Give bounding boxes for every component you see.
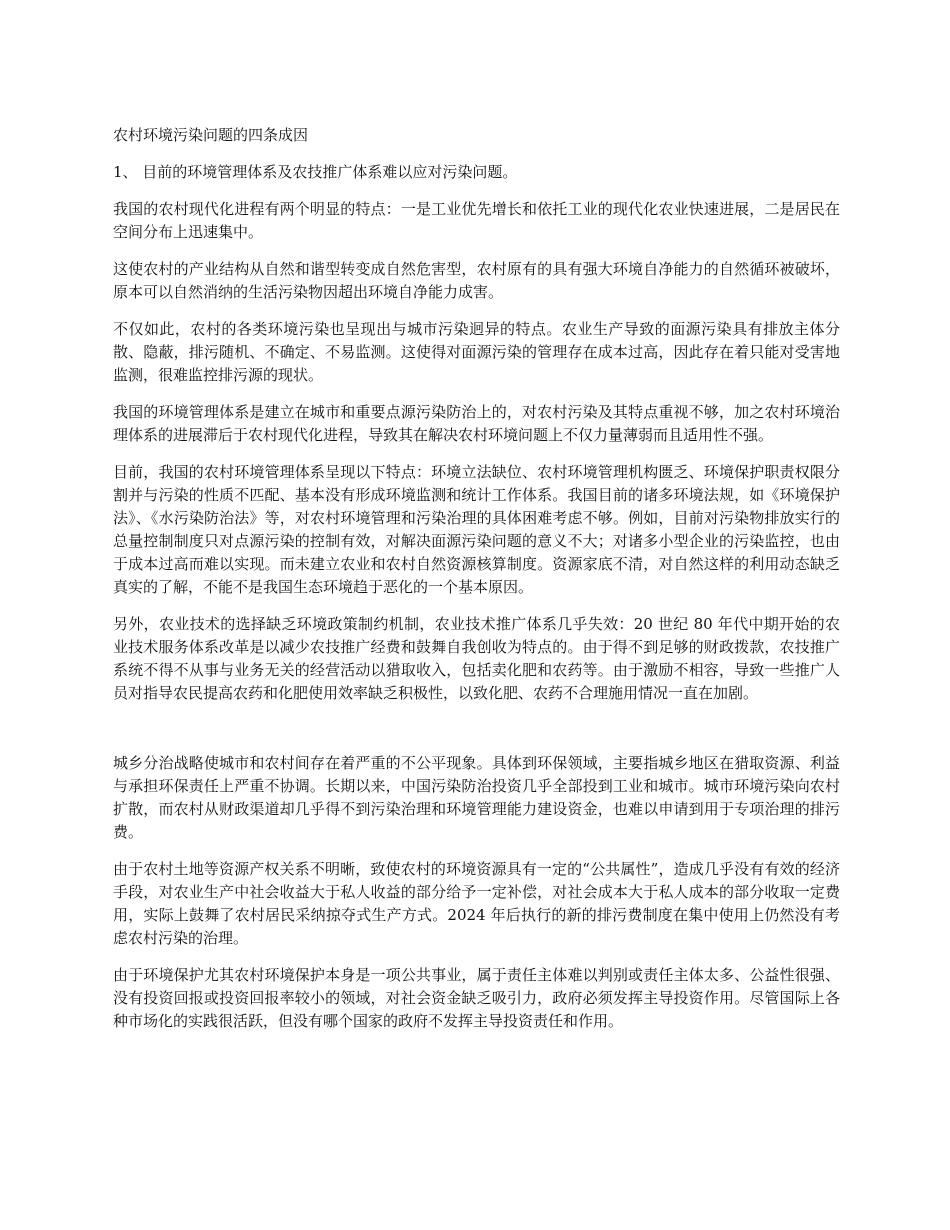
paragraph: 不仅如此，农村的各类环境污染也呈现出与城市污染迥异的特点。农业生产导致的面源污染具有排放主体分散、隐蔽，排污随机、不确定、不易监测。这使得对面源污染的管理存在成本过高，因此存在着只能对受害地监测，很难监控排污源的现状。 bbox=[113, 320, 840, 384]
document-page bbox=[113, 124, 840, 1047]
section-1-heading: 1、 目前的环境管理体系及农技推广体系难以应对污染问题。 bbox=[113, 163, 518, 181]
paragraph: 我国的环境管理体系是建立在城市和重要点源污染防治上的，对农村污染及其特点重视不够，加之农村环境治理体系的进展滞后于农村现代化进程，导致其在解决农村环境问题上不仅力量薄弱而且适用性不强。 bbox=[113, 403, 840, 444]
section-1 bbox=[113, 161, 840, 705]
paragraph: 由于农村土地等资源产权关系不明晰，致使农村的环境资源具有一定的“公共属性”，造成几乎没有有效的经济手段，对农业生产中社会收益大于私人收益的部分给予一定补偿，对社会成本大于私人成本的部分收取一定费用，实际上鼓舞了农村居民采纳掠夺式生产方式。2024 年后执行的新的排污费制度在集中使用上仍然没有考虑农村污染的治理。 bbox=[113, 860, 840, 947]
paragraph: 目前，我国的农村环境管理体系呈现以下特点：环境立法缺位、农村环境管理机构匮乏、环境保护职责权限分割并与污染的性质不匹配、基本没有形成环境监测和统计工作体系。我国目前的诸多环境法规，如《环境保护法》、《水污染防治法》等，对农村环境管理和污染治理的具体困难考虑不够。例如，目前对污染物排放实行的总量控制制度只对点源污染的控制有效，对解决面源污染问题的意义不大；对诸多小型企业的污染监控，也由于成本过高而难以实现。而未建立农业和农村自然资源核算制度。资源家底不清，对自然这样的利用动态缺乏真实的了解，不能不是我国生态环境趋于恶化的一个基本原因。 bbox=[113, 463, 840, 596]
paragraph: 由于环境保护尤其农村环境保护本身是一项公共事业，属于责任主体难以判别或责任主体太多、公益性很强、没有投资回报或投资回报率较小的领域，对社会资金缺乏吸引力，政府必须发挥主导投资作用。尽管国际上各种市场化的实践很活跃，但没有哪个国家的政府不发挥主导投资责任和作用。 bbox=[113, 966, 840, 1030]
paragraph: 这使农村的产业结构从自然和谐型转变成自然危害型，农村原有的具有强大环境自净能力的自然循环被破坏，原本可以自然消纳的生活污染物因超出环境自净能力成害。 bbox=[113, 260, 840, 301]
paragraph: 城乡分治战略使城市和农村间存在着严重的不公平现象。具体到环保领域，主要指城乡地区在猎取资源、利益与承担环保责任上严重不协调。长期以来，中国污染防治投资几乎全部投到工业和城市。城市环境污染向农村扩散，而农村从财政渠道却几乎得不到污染治理和环境管理能力建设资金，也难以申请到用于专项治理的排污费。 bbox=[113, 754, 840, 841]
section-spacer bbox=[113, 719, 840, 752]
section-2 bbox=[113, 752, 840, 1033]
document-title: 农村环境污染问题的四条成因 bbox=[113, 126, 309, 144]
paragraph: 另外，农业技术的选择缺乏环境政策制约机制，农业技术推广体系几乎失效：20 世纪 80 年代中期开始的农业技术服务体系改革是以减少农技推广经费和鼓舞自我创收为特点的。由于得不到足够的财政拨款，农技推广系统不得不从事与业务无关的经营活动以猎取收入，包括卖化肥和农药等。由于激励不相容，导致一些推广人员对指导农民提高农药和化肥使用效率缺乏积极性，以致化肥、农药不合理施用情况一直在加剧。 bbox=[113, 615, 840, 702]
paragraph: 我国的农村现代化进程有两个明显的特点：一是工业优先增长和依托工业的现代化农业快速进展，二是居民在空间分布上迅速集中。 bbox=[113, 200, 840, 241]
